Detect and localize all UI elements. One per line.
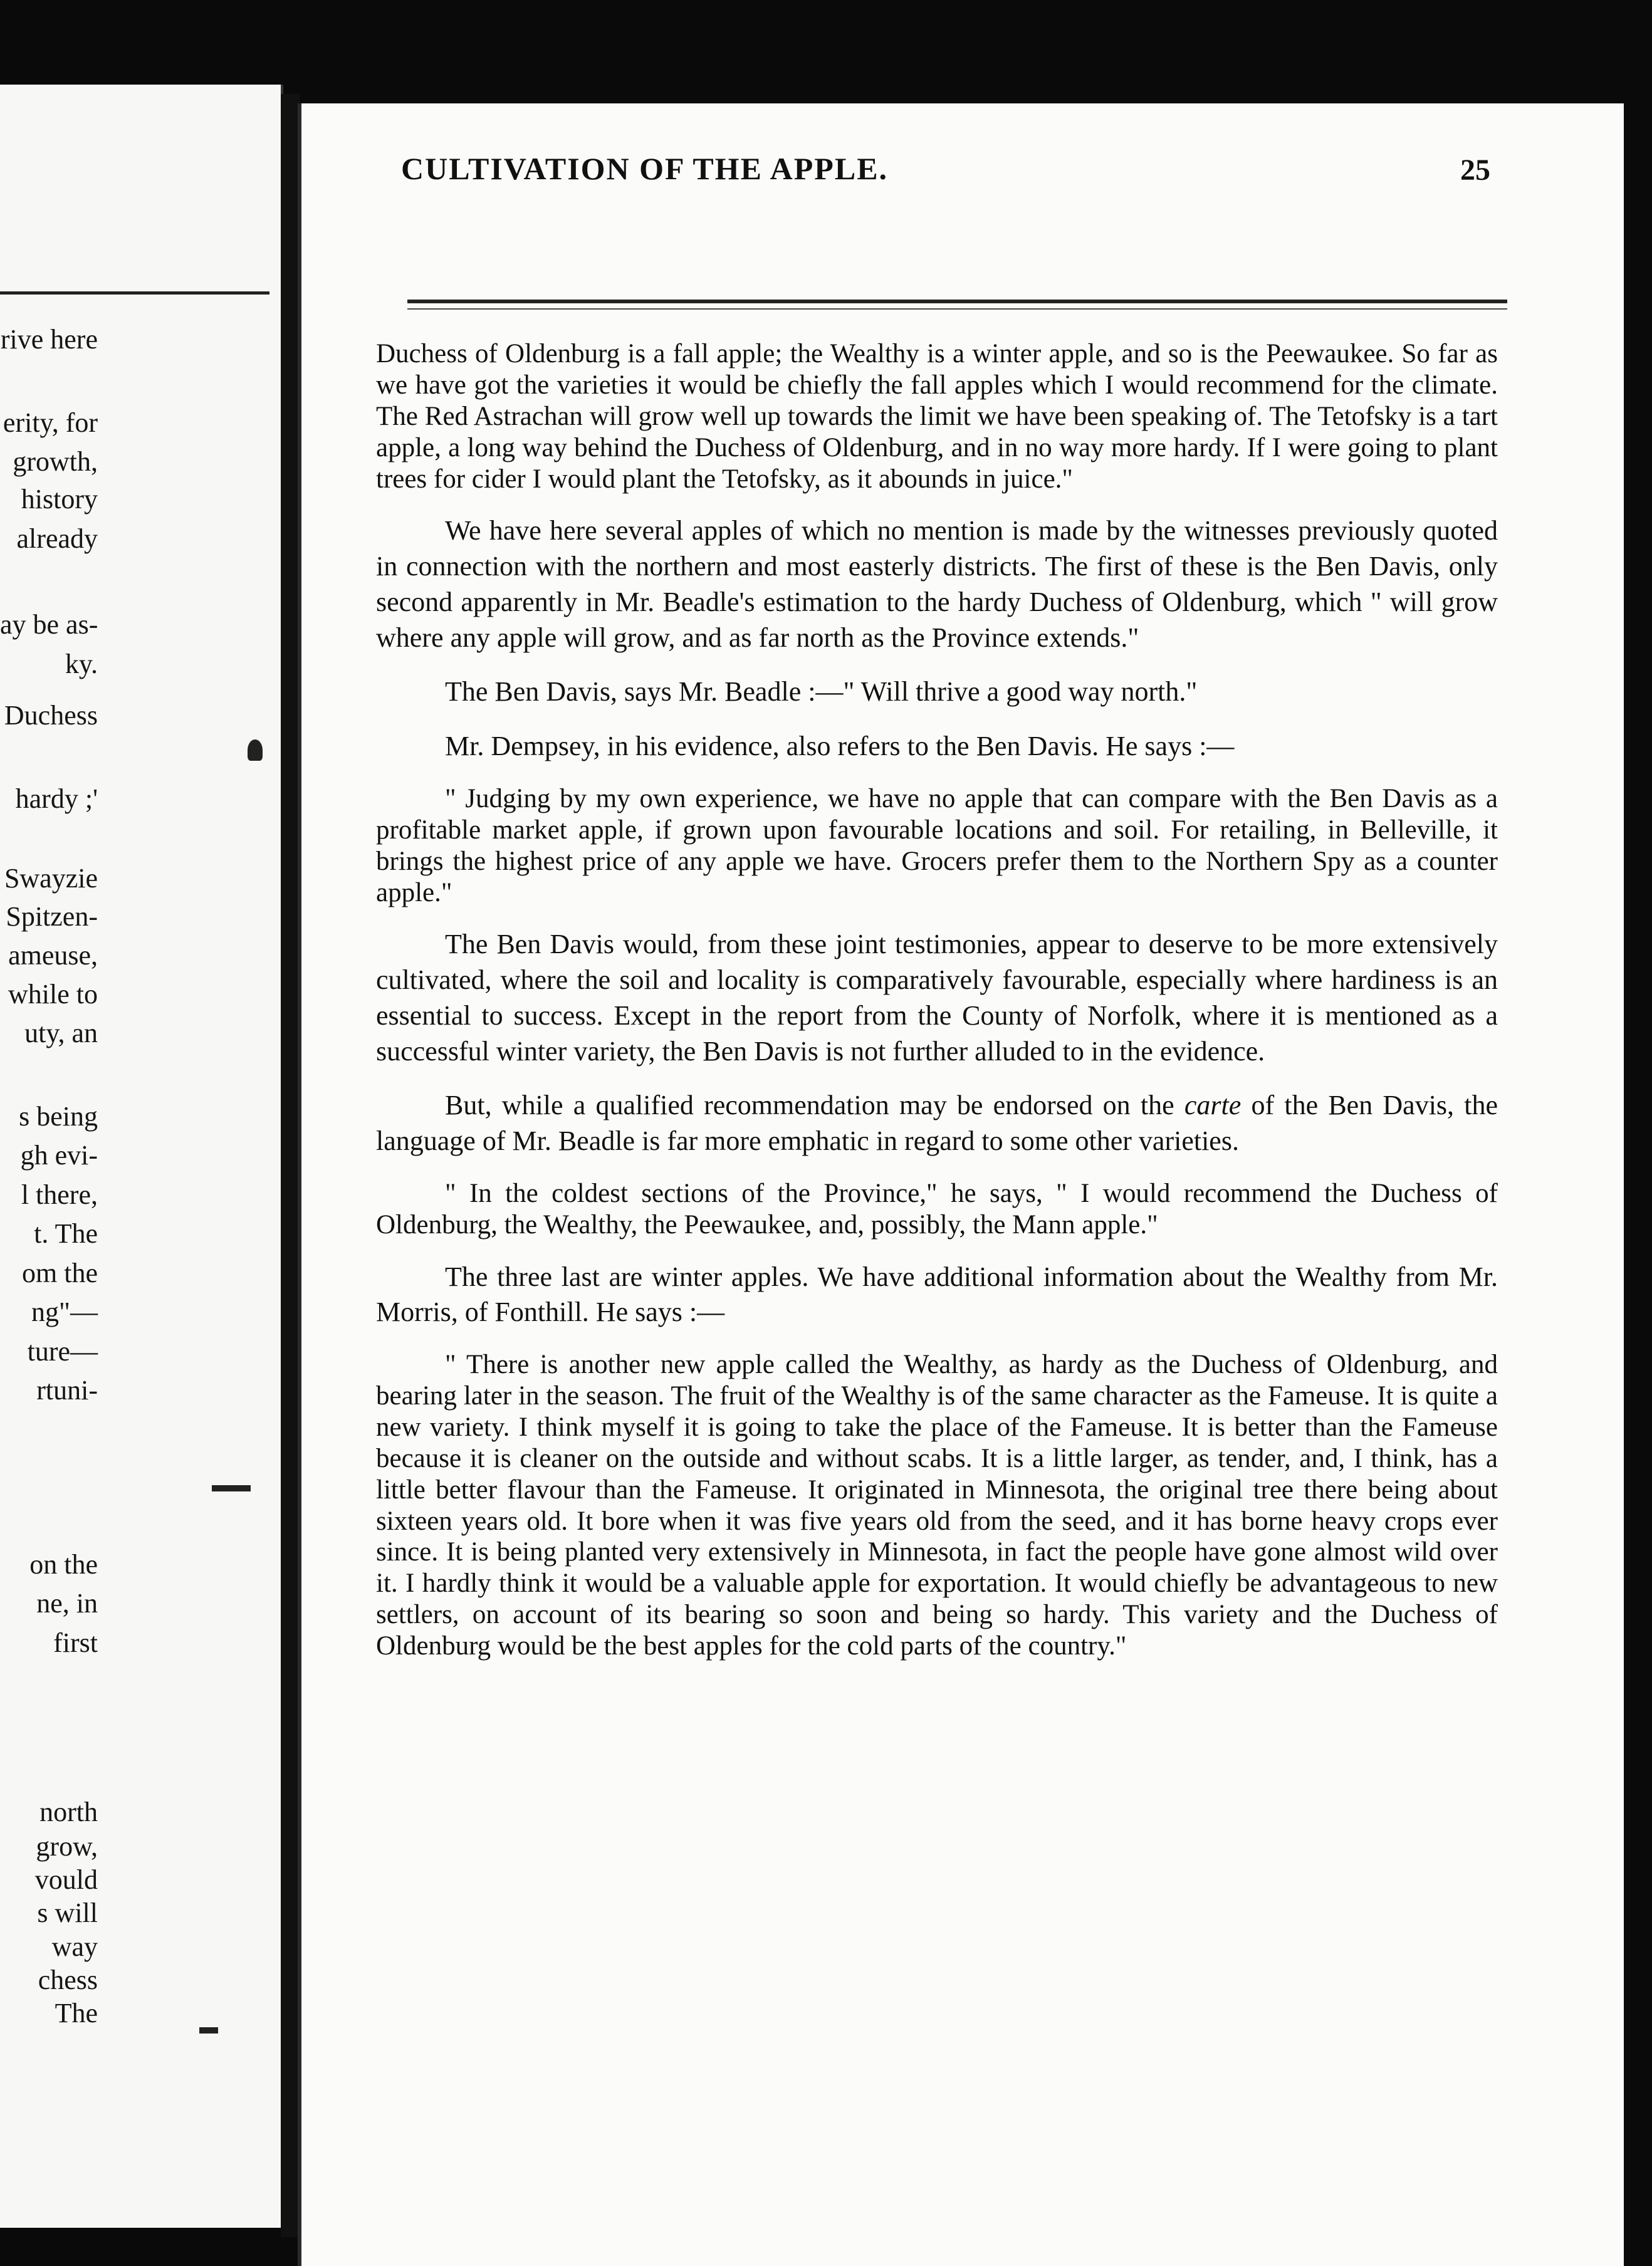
left-line: ng"— [31,1297,98,1327]
binding-mark [212,1485,251,1491]
left-line: uty, an [24,1018,98,1048]
left-line: l there, [21,1179,98,1210]
running-title: CULTIVATION OF THE APPLE. [401,151,889,186]
left-line: growth, [13,446,98,477]
left-line: ky. [65,649,98,679]
left-line: rtuni- [36,1375,98,1406]
binding-mark [248,739,263,761]
paragraph: The Ben Davis would, from these joint testimonies, appear to deserve to be more extensively cultivated, where the soil and locality is comparatively favourable, especially where hardiness is an essential to success. Except in the report from the County of Norfolk, where it is mentioned as a successful winter variety, the Ben Davis is not further alluded to in the evidence. [376,929,1498,1067]
left-line: hardy ;' [15,783,98,814]
quoted-paragraph: " Judging by my own experience, we have no apple that can compare with the Ben Davis as a profitable market apple, if grown upon favourable locations and soil. For retailing, in Belleville, it brings the highest price of any apple we have. Grocers prefer them to the Northern Spy as a counter apple." [376,783,1498,907]
left-line: vould [34,1864,98,1895]
left-line: ameuse, [8,940,98,971]
left-line: Duchess [4,700,98,731]
body-text [376,338,1498,1681]
left-line: The [55,1998,98,2028]
left-line: history [21,484,98,514]
left-line: north [39,1797,98,1827]
header-rule [407,300,1507,303]
left-line: s being [19,1101,98,1132]
paragraph: The Ben Davis, says Mr. Beadle :—" Will thrive a good way north." [445,676,1198,707]
left-line: grow, [36,1831,98,1862]
left-line: s will [37,1898,98,1928]
paragraph [376,1088,1498,1159]
binding-mark [199,2027,218,2034]
quoted-paragraph: Duchess of Oldenburg is a fall apple; the Wealthy is a winter apple, and so is the Peewaukee. So far as we have got the varieties it would be chiefly the fall apples which I would recommend for the climate. The Red Astrachan will grow well up towards the limit we have been speaking of. The Tetofsky is a tart apple, a long way behind the Duchess of Oldenburg, and in no way more hardy. If I were going to plant trees for cider I would plant the Tetofsky, as it abounds in juice." [376,339,1498,494]
paragraph: Mr. Dempsey, in his evidence, also refers to the Ben Davis. He says :— [445,731,1235,762]
left-line: first [53,1627,98,1658]
left-line: while to [8,979,98,1010]
left-page-rule [0,291,269,295]
quoted-paragraph: " There is another new apple called the Wealthy, as hardy as the Duchess of Oldenburg, and bearing later in the season. The fruit of the Wealthy is of the same character as the Fameuse. It is quite a new variety. I think myself it is going to take the place of the Fameuse. It is better than the Fameuse because it is cleaner on the outside and without scabs. It is a little larger, as tender, and, I think, has a little better flavour than the Fameuse. It originated in Minnesota, the original tree there being about sixteen years old. It bore when it was five years old from the seed, and it has borne heavy crops ever since. It is being planted very extensively in Minnesota, in fact the people have gone almost wild over it. I hardly think it would be a valuable apple for exportation. It would chiefly be advantageous to new settlers, on account of its bearing so soon and being so hardy. This variety and the Duchess of Oldenburg would be the best apples for the cold parts of the country." [376,1350,1498,1661]
italic-word: carte [1184,1090,1242,1121]
left-line: t. The [34,1218,98,1249]
left-line: erity, for [3,407,98,438]
left-line: on the [29,1549,98,1580]
paragraph-text: But, while a qualified recommendation may be endorsed on the [445,1090,1174,1121]
page-header [401,150,1517,201]
header-rule-thin [407,308,1507,310]
paragraph: The three last are winter apples. We have additional information about the Wealthy from Mr. Morris, of Fonthill. He says :— [376,1261,1498,1328]
paragraph: We have here several apples of which no mention is made by the witnesses previously quoted in connection with the northern and most easterly districts. The first of these is the Ben Davis, only second apparently in Mr. Beadle's estimation to the hardy Duchess of Oldenburg, which " will grow where any apple will grow, and as far north as the Province extends." [376,515,1498,653]
left-line: Spitzen- [6,901,98,932]
left-page-fragment [0,85,283,2228]
left-line: rive here [0,324,98,355]
left-line: chess [38,1965,98,1995]
left-line: ne, in [36,1588,98,1619]
quoted-paragraph: " In the coldest sections of the Province," he says, " I would recommend the Duchess of Oldenburg, the Wealthy, the Peewaukee, and, possibly, the Mann apple." [376,1178,1498,1240]
left-line: way [51,1931,98,1962]
left-line: already [16,523,98,554]
left-line: ture— [27,1336,98,1367]
left-line: om the [22,1258,98,1288]
paragraph-text: of the Ben Davis, the language of Mr. Beadle is far more emphatic in regard to some other varieties. [376,1090,1498,1157]
left-line: gh evi- [20,1140,98,1171]
page-number: 25 [1460,154,1490,187]
book-gutter [281,94,300,2237]
left-line: ay be as- [0,609,98,640]
left-line: Swayzie [4,863,98,894]
